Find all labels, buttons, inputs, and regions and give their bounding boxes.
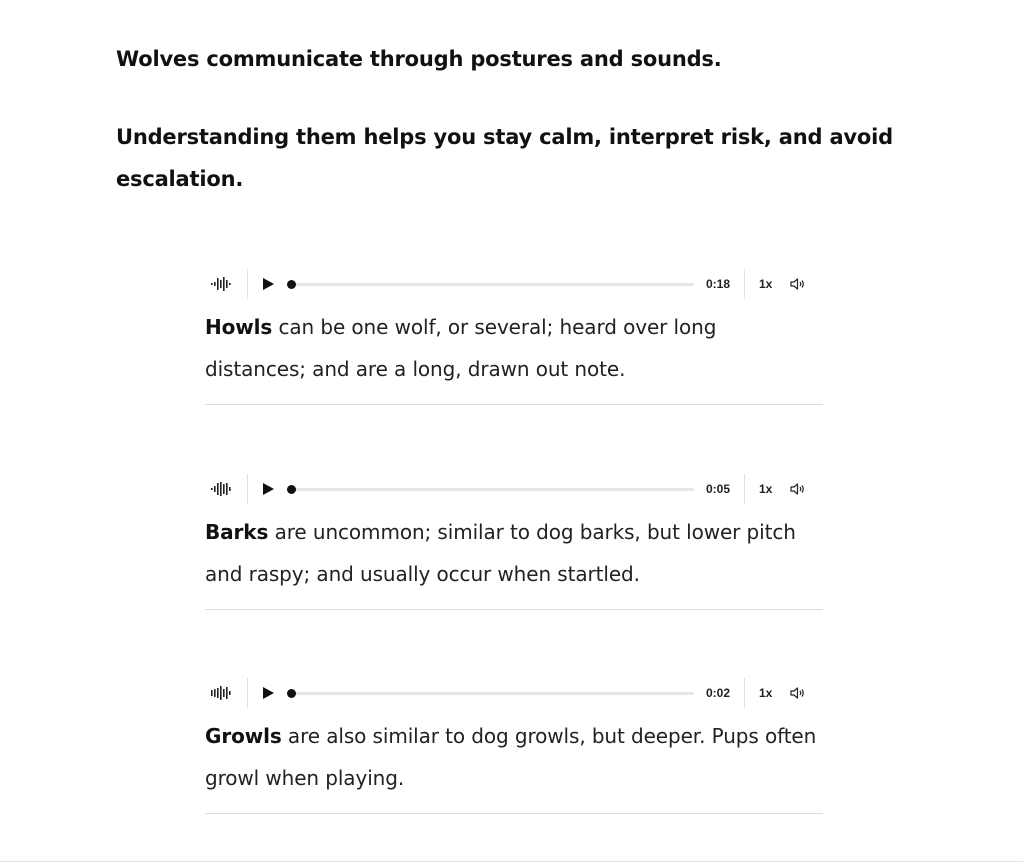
- play-icon: [261, 686, 275, 700]
- waveform-icon: [211, 276, 237, 292]
- duration-label: 0:05: [706, 482, 731, 496]
- duration-label: 0:02: [706, 686, 731, 700]
- volume-icon[interactable]: [790, 686, 808, 700]
- clip-caption: [205, 511, 823, 595]
- clip-caption: [205, 715, 823, 799]
- audio-player: [205, 673, 823, 713]
- clip-description: can be one wolf, or several; heard over long distances; and are a long, drawn out note.: [205, 315, 717, 381]
- audio-player: [205, 264, 823, 304]
- progress-slider[interactable]: [288, 283, 694, 286]
- progress-slider[interactable]: [288, 692, 694, 695]
- playback-rate-button[interactable]: 1x: [759, 277, 773, 291]
- volume-icon[interactable]: [790, 482, 808, 496]
- divider: [247, 269, 248, 299]
- clip-caption: [205, 306, 823, 390]
- divider: [744, 269, 745, 299]
- clip-description: are uncommon; similar to dog barks, but lower pitch and raspy; and usually occur when startled.: [205, 520, 796, 586]
- play-button[interactable]: [258, 683, 278, 703]
- clip-title: Growls: [205, 724, 282, 748]
- progress-knob[interactable]: [287, 485, 296, 494]
- divider: [744, 678, 745, 708]
- divider: [247, 678, 248, 708]
- play-icon: [261, 482, 275, 496]
- progress-knob[interactable]: [287, 689, 296, 698]
- intro-line-2: Understanding them helps you stay calm, interpret risk, and avoid escalation.: [116, 125, 893, 191]
- progress-knob[interactable]: [287, 280, 296, 289]
- divider: [247, 474, 248, 504]
- audio-clip-barks: [205, 469, 823, 610]
- clip-title: Howls: [205, 315, 273, 339]
- intro-text: [116, 38, 916, 200]
- divider: [744, 474, 745, 504]
- waveform-icon: [211, 685, 237, 701]
- audio-clip-growls: [205, 673, 823, 814]
- play-button[interactable]: [258, 479, 278, 499]
- page-divider: [0, 861, 1023, 862]
- clip-description: are also similar to dog growls, but deeper. Pups often growl when playing.: [205, 724, 817, 790]
- clip-title: Barks: [205, 520, 269, 544]
- audio-clip-howls: [205, 264, 823, 405]
- intro-line-1: Wolves communicate through postures and sounds.: [116, 47, 722, 71]
- waveform-icon: [211, 481, 237, 497]
- duration-label: 0:18: [706, 277, 731, 291]
- playback-rate-button[interactable]: 1x: [759, 482, 773, 496]
- play-icon: [261, 277, 275, 291]
- progress-slider[interactable]: [288, 488, 694, 491]
- volume-icon[interactable]: [790, 277, 808, 291]
- playback-rate-button[interactable]: 1x: [759, 686, 773, 700]
- play-button[interactable]: [258, 274, 278, 294]
- audio-player: [205, 469, 823, 509]
